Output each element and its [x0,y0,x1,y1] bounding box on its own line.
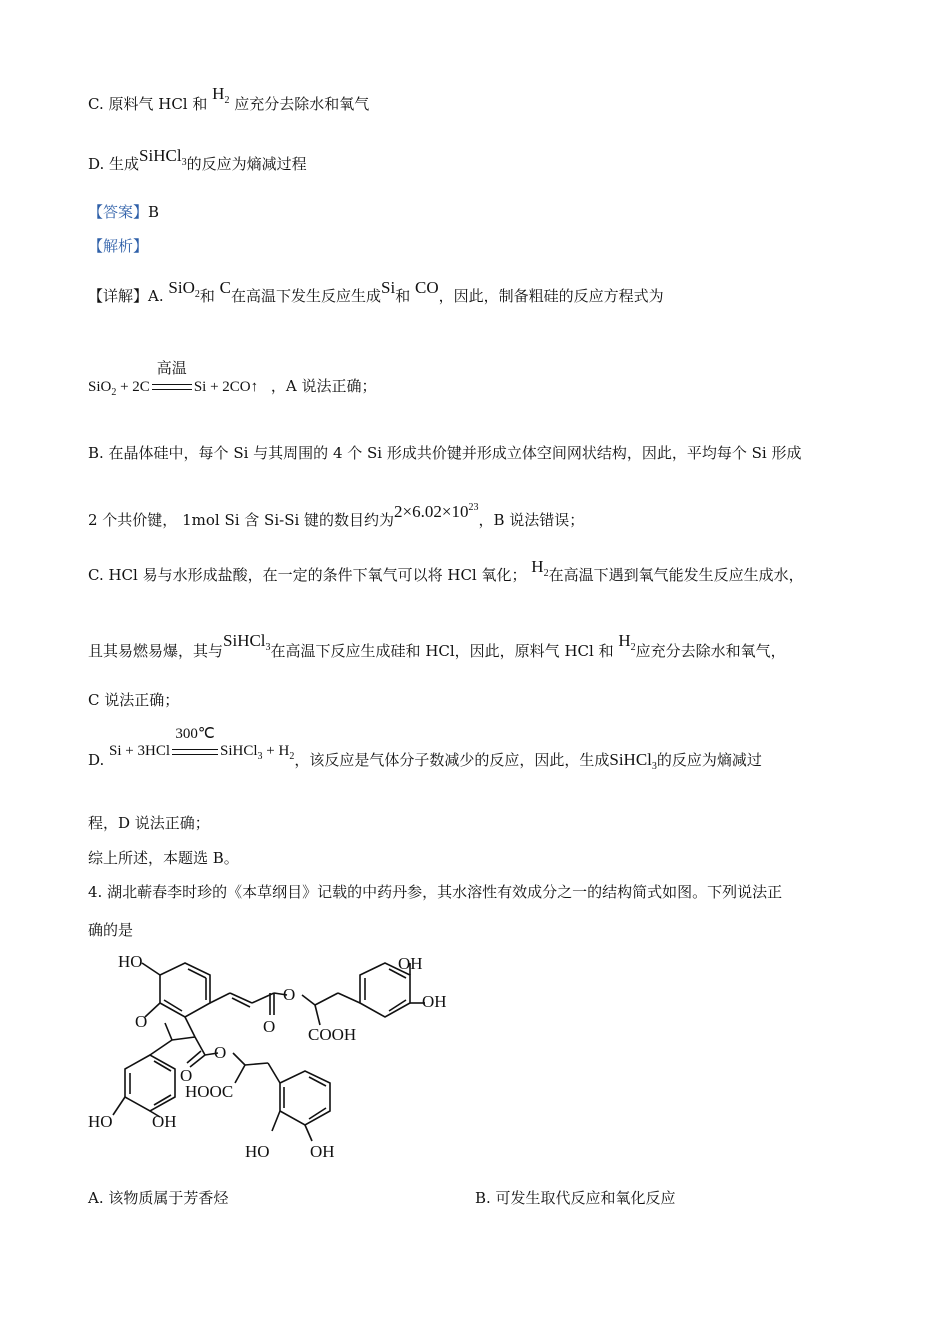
formula-c: C [219,278,232,297]
answer-line [88,202,159,222]
label-oh-bottom: OH [310,1142,335,1161]
label-o-ester1: O [283,985,296,1004]
equation-1 [88,359,377,403]
formula-sio2: SiO$_2$ [168,278,200,300]
label-oh-right-top: OH [398,954,423,973]
formula-h2: $H_2$ [618,631,636,653]
avogadro-expression: $2\times 6.02\times 10^{23}$ [394,502,479,521]
text: 且其易燃易爆，其与 [88,642,224,660]
detail-c-line3: C 说法正确； [88,691,180,709]
summary-line: 综上所述，本题选 B。 [88,849,239,867]
answer-label: 【答案】 [88,203,149,221]
label-o-carbonyl1: O [263,1017,276,1036]
text: 在高温下发生反应生成 [231,287,382,305]
text: 应充分去除水和氧气， [635,642,786,660]
option-c [88,84,370,121]
detail-d-line2: 程，D 说法正确； [88,814,210,832]
text: A. [148,287,164,305]
label-cooh: COOH [308,1025,357,1044]
formula-h2: $H_2$ [212,84,230,106]
label-hooc: HOOC [185,1082,234,1101]
detail-c-line1 [88,557,804,592]
formula-co: CO [415,278,439,297]
formula-sihcl3: SiHCl$_3$ [609,750,657,772]
text: 的反应为熵减过 [656,751,762,769]
eq2-condition: 300℃ [175,726,215,742]
eq1-rhs: Si + 2CO↑ [193,379,259,395]
text: 2 个共价键， 1mol Si 含 Si-Si 键的数目约为 [88,511,395,529]
eq2: Si + 3HCl 300℃ SiHCl$_3$ + $H_2$ [109,726,295,762]
label-oh-left: OH [152,1112,177,1131]
text: 的反应为熵减过程 [186,155,307,173]
detail-d-line1 [88,726,762,777]
analysis-line [88,236,148,256]
text: 和 [199,287,215,305]
eq2-arrow [170,726,220,761]
formula-sihcl3: SiHCl$_3$ [223,631,271,653]
label-o-furan: O [135,1012,148,1031]
text: 应充分去除水和氧气 [234,95,370,113]
text: 在高温下遇到氧气能发生反应生成水， [548,566,804,584]
question-4-line1: 4. 湖北蕲春李时珍的《本草纲目》记载的中药丹参，其水溶性有效成分之一的结构简式如图。下列说法正 [88,883,783,901]
detail-label: 【详解】 [88,287,149,305]
question-4-line2: 确的是 [88,921,134,939]
detail-b-line1: B. 在晶体硅中，每个 Si 与其周围的 4 个 Si 形成共价键并形成立体空间网状结构，因此，平均每个 Si 形成 [88,444,802,462]
text: ，因此，制备粗硅的反应方程式为 [438,287,664,305]
eq1-condition: 高温 [156,359,187,377]
label-ho-top: HO [118,952,143,971]
label-o-ester2: O [214,1043,227,1062]
text: 在高温下反应生成硅和 HCl，因此，原料气 HCl 和 [270,642,614,660]
label-ho-left: HO [88,1112,113,1131]
answer-value: B [148,203,160,221]
text: D. 生成 [88,155,140,173]
text: C. 原料气 HCl 和 [88,95,208,113]
option-a-q4: A. 该物质属于芳香烃 [88,1189,229,1207]
formula-si: Si [381,278,396,297]
text: ，B 说法错误； [478,511,585,529]
label-o-carbonyl2: O [180,1066,193,1085]
analysis-label: 【解析】 [88,237,149,255]
text: D. [88,751,105,769]
detail-a-line [88,278,664,313]
formula-sihcl3: SiHCl$_3$ [139,146,187,168]
option-b-q4: B. 可发生取代反应和氧化反应 [475,1189,676,1207]
detail-b-line2 [88,502,585,530]
eq1-lhs: SiO$_2$ + 2C [88,379,150,398]
text: C. HCl 易与水形成盐酸，在一定的条件下氧气可以将 HCl 氧化； [88,566,527,584]
eq1-arrow [150,359,194,396]
formula-h2: $H_2$ [531,557,549,579]
option-d [88,146,307,181]
label-oh-right: OH [422,992,447,1011]
text: 和 [395,287,411,305]
label-ho-bottom: HO [245,1142,270,1161]
detail-c-line2 [88,631,786,668]
text: ，该反应是气体分子数减少的反应，因此，生成 [294,751,610,769]
text: ，A 说法正确； [270,377,377,395]
chemical-structure [80,945,480,1170]
